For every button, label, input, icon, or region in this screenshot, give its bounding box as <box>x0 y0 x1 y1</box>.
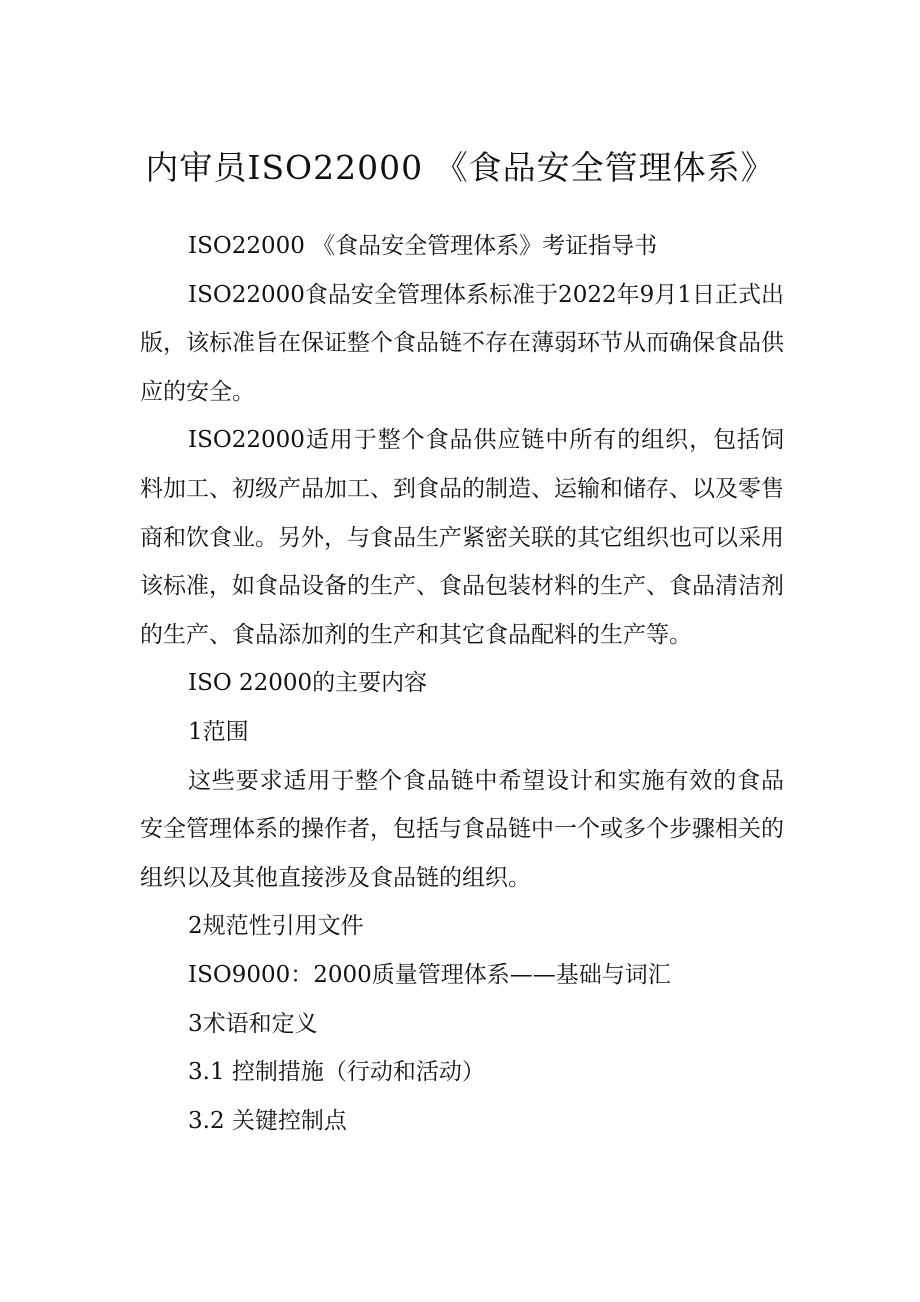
paragraph-publication: ISO22000食品安全管理体系标准于2022年9月1日正式出版，该标准旨在保证整个食品链不存在薄弱环节从而确保食品供应的安全。 <box>140 281 784 405</box>
paragraph-scope-text: 这些要求适用于整个食品链中希望设计和实施有效的食品安全管理体系的操作者，包括与食品链中一个或多个步骤相关的组织以及其他直接涉及食品链的组织。 <box>140 767 784 891</box>
paragraph-applicability: ISO22000适用于整个食品供应链中所有的组织，包括饲料加工、初级产品加工、到食品的制造、运输和储存、以及零售商和饮食业。另外，与食品生产紧密关联的其它组织也可以采用该标准，如食品设备的生产、食品包装材料的生产、食品清洁剂的生产、食品添加剂的生产和其它食品配料的生产等。 <box>140 427 784 648</box>
paragraph-term-3-2: 3.2 关键控制点 <box>188 1107 347 1134</box>
paragraph-iso9000-reference: ISO9000：2000质量管理体系——基础与词汇 <box>188 961 671 988</box>
document-body <box>140 222 784 1145</box>
paragraph-term-3-1: 3.1 控制措施（行动和活动） <box>188 1059 485 1086</box>
paragraph-section-scope: 1范围 <box>188 718 249 745</box>
paragraph-section-terms: 3术语和定义 <box>188 1010 318 1037</box>
document-title: 内审员ISO22000 《食品安全管理体系》 <box>145 148 775 187</box>
paragraph-guide-title: ISO22000 《食品安全管理体系》考证指导书 <box>188 233 658 259</box>
paragraph-main-content-heading: ISO 22000的主要内容 <box>188 670 428 697</box>
paragraph-section-normative-references: 2规范性引用文件 <box>188 913 364 940</box>
